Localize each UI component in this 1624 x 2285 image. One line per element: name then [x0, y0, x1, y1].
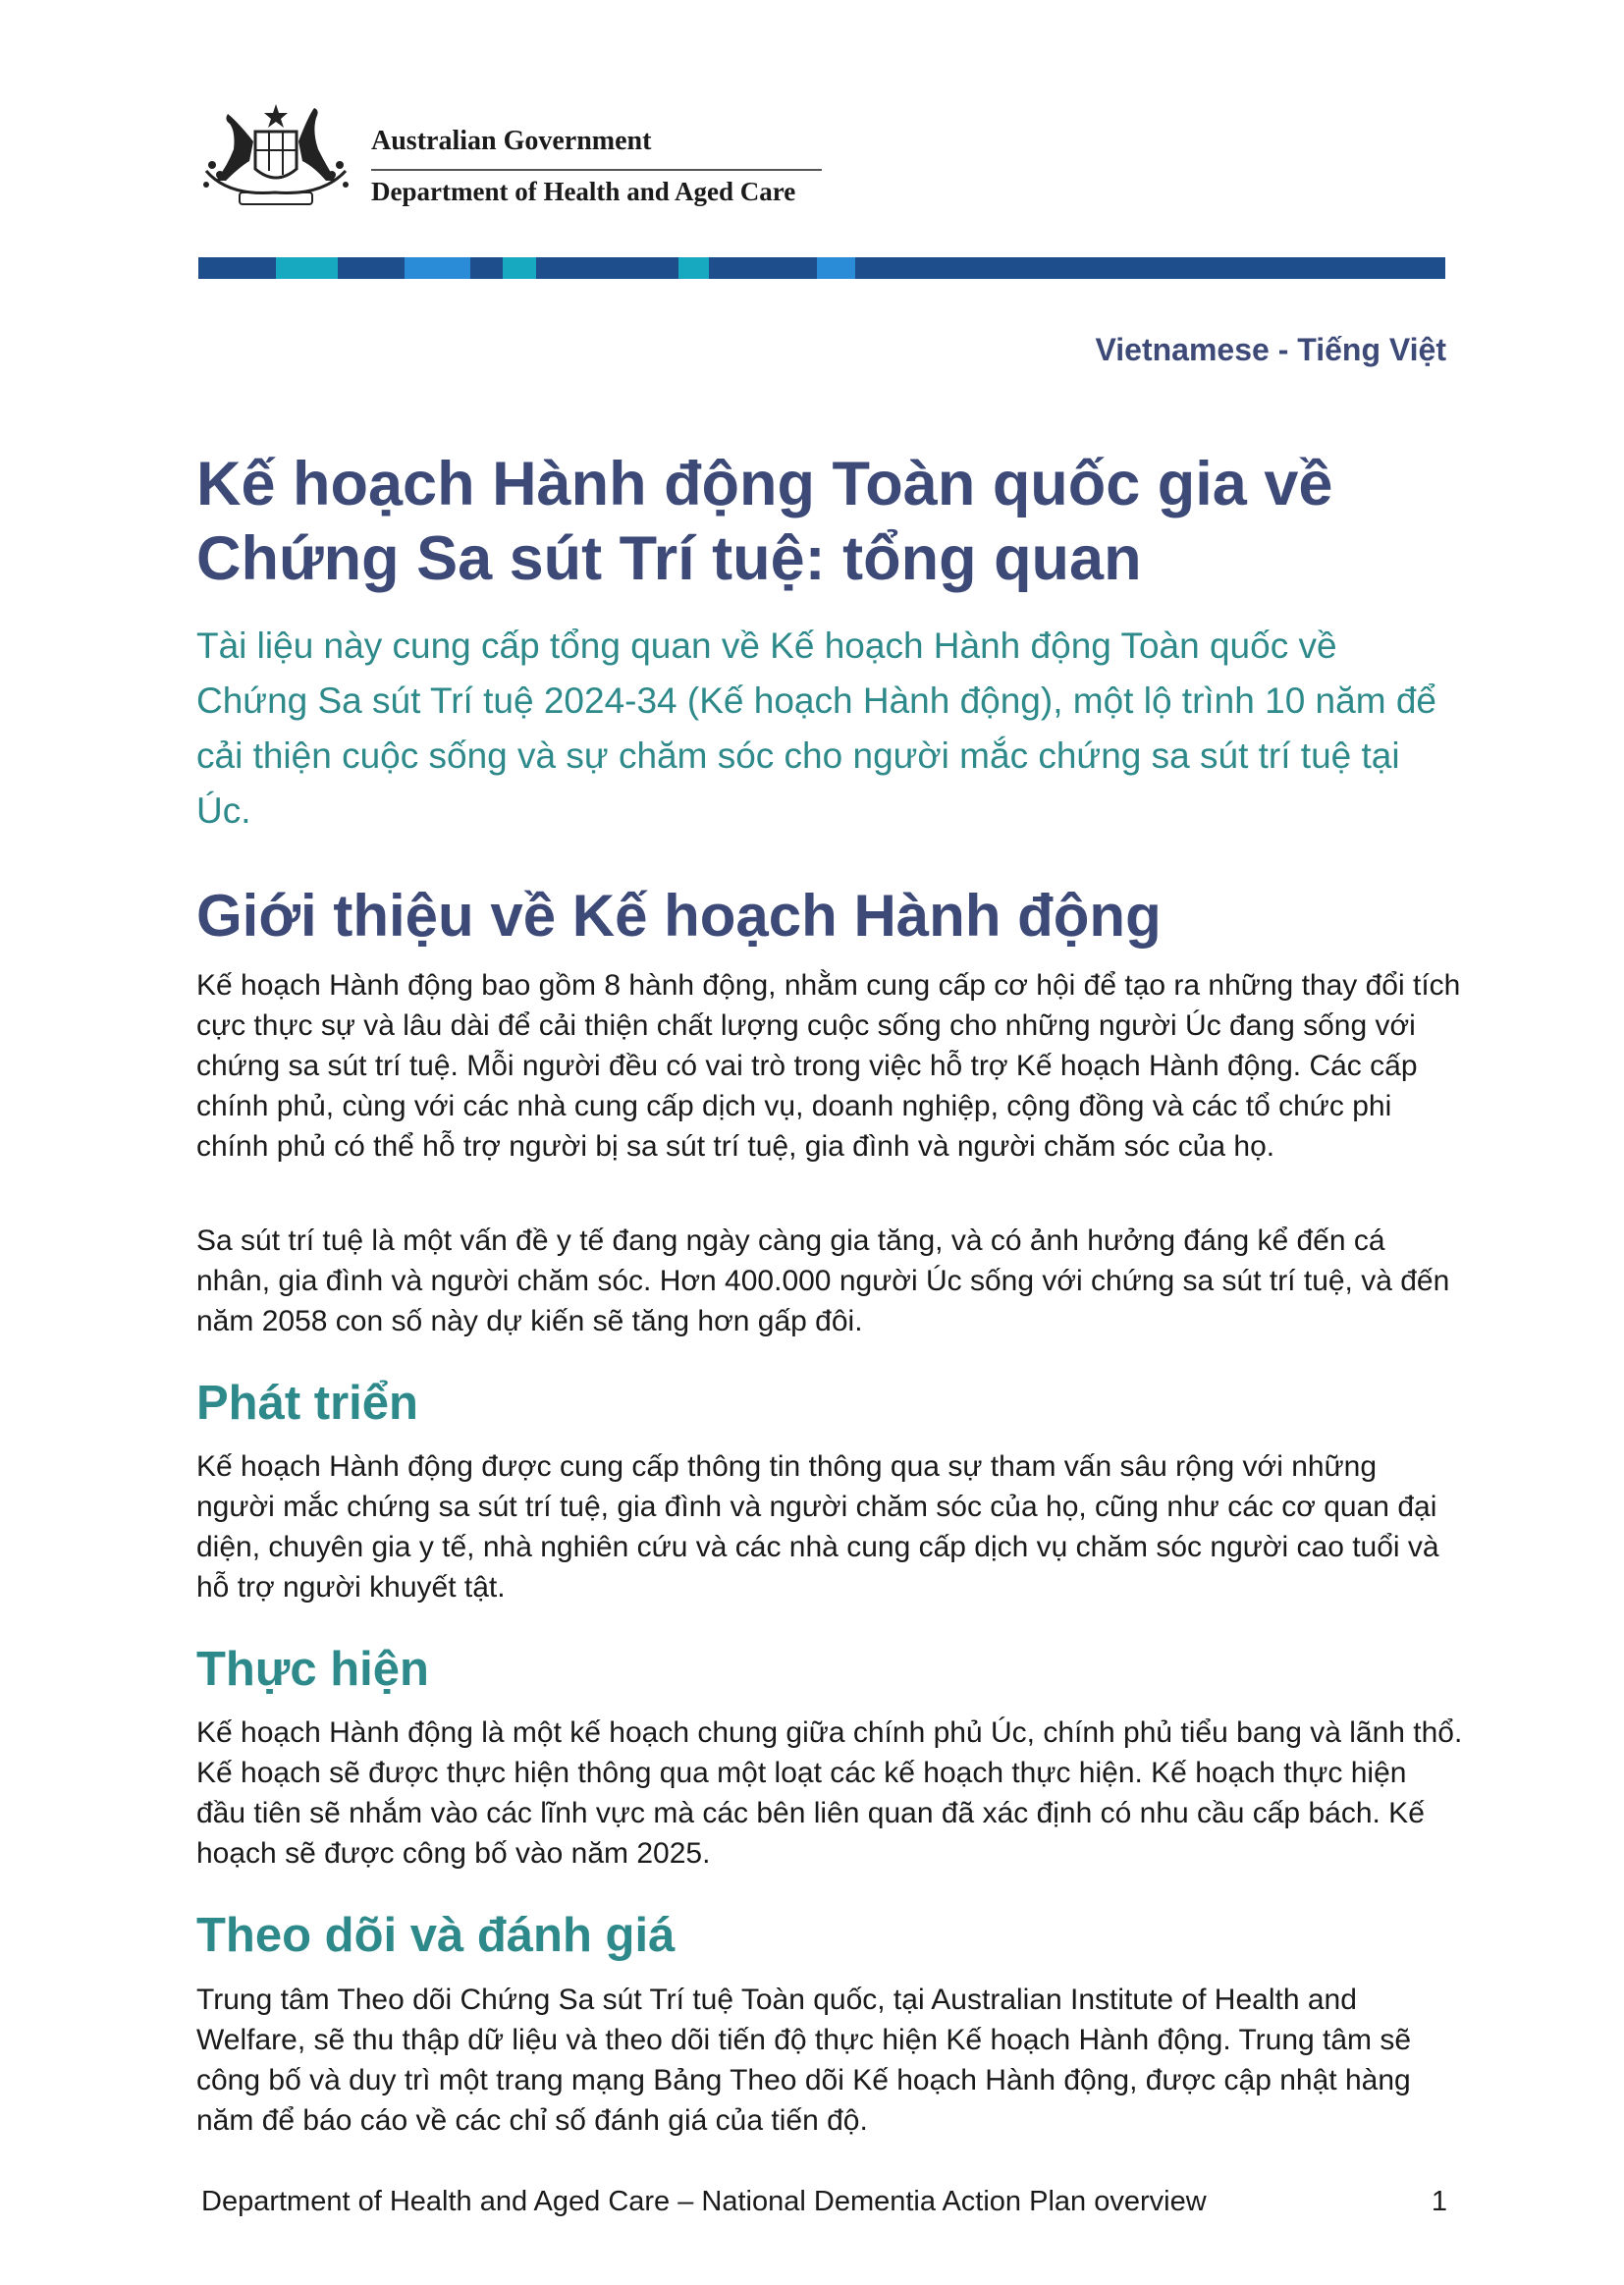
stripe-segment [855, 257, 1445, 279]
heading-implementation: Thực hiện [196, 1643, 429, 1696]
government-name: Australian Government [371, 126, 652, 156]
stripe-segment [470, 257, 503, 279]
language-label: Vietnamese - Tiếng Việt [1095, 332, 1446, 367]
header-divider [371, 169, 822, 171]
intro-summary: Tài liệu này cung cấp tổng quan về Kế hoạch Hành động Toàn quốc về Chứng Sa sút Trí tuệ 2024-34 (Kế hoạch Hành động), một lộ trình 10 năm để cải thiện cuộc sống và sự chăm sóc cho người mắc chứng sa sút trí tuệ tại Úc. [196, 626, 1436, 831]
stripe-segment [817, 257, 854, 279]
page-title [196, 447, 1453, 596]
title-line-1: Kế hoạch Hành động Toàn quốc gia về [196, 450, 1333, 518]
implementation-paragraph: Kế hoạch Hành động là một kế hoạch chung giữa chính phủ Úc, chính phủ tiểu bang và lãnh thổ. Kế hoạch sẽ được thực hiện thông qua một loạt các kế hoạch thực hiện. Kế hoạch thực hiện đầu tiên sẽ nhắm vào các lĩnh vực mà các bên liên quan đã xác định có nhu cầu cấp bách. Kế hoạch sẽ được công bố vào năm 2025. [196, 1716, 1463, 1870]
stripe-segment [503, 257, 537, 279]
about-paragraph-1: Kế hoạch Hành động bao gồm 8 hành động, nhằm cung cấp cơ hội để tạo ra những thay đổi tích cực thực sự và lâu dài để cải thiện chất lượng cuộc sống cho những người Úc đang sống với chứng sa sút trí tuệ. Mỗi người đều có vai trò trong việc hỗ trợ Kế hoạch Hành động. Các cấp chính phủ, cùng với các nhà cung cấp dịch vụ, doanh nghiệp, cộng đồng và các tổ chức phi chính phủ có thể hỗ trợ người bị sa sút trí tuệ, gia đình và người chăm sóc của họ. [196, 969, 1461, 1163]
stripe-segment [678, 257, 709, 279]
development-paragraph: Kế hoạch Hành động được cung cấp thông tin thông qua sự tham vấn sâu rộng với những người mắc chứng sa sút trí tuệ, gia đình và người chăm sóc của họ, cũng như các cơ quan đại diện, chuyên gia y tế, nhà nghiên cứu và các nhà cung cấp dịch vụ chăm sóc người cao tuổi và hỗ trợ người khuyết tật. [196, 1450, 1439, 1604]
stripe-segment [709, 257, 818, 279]
monitoring-paragraph: Trung tâm Theo dõi Chứng Sa sút Trí tuệ Toàn quốc, tại Australian Institute of Health and Welfare, sẽ thu thập dữ liệu và theo dõi tiến độ thực hiện Kế hoạch Hành động. Trung tâm sẽ công bố và duy trì một trang mạng Bảng Theo dõi Kế hoạch Hành động, được cập nhật hàng năm để báo cáo về các chỉ số đánh giá của tiến độ. [196, 1984, 1412, 2137]
stripe-segment [198, 257, 276, 279]
stripe-segment [276, 257, 339, 279]
department-name: Department of Health and Aged Care [371, 177, 796, 206]
stripe-segment [536, 257, 677, 279]
stripe-segment [338, 257, 404, 279]
stripe-segment [405, 257, 470, 279]
brand-stripe [198, 257, 1445, 279]
heading-monitoring: Theo dõi và đánh giá [196, 1909, 676, 1962]
heading-about: Giới thiệu về Kế hoạch Hành động [196, 883, 1162, 949]
title-line-2: Chứng Sa sút Trí tuệ: tổng quan [196, 524, 1142, 593]
page-number: 1 [1431, 2186, 1447, 2217]
about-paragraph-2: Sa sút trí tuệ là một vấn đề y tế đang ngày càng gia tăng, và có ảnh hưởng đáng kể đến cá nhân, gia đình và người chăm sóc. Hơn 400.000 người Úc sống với chứng sa sút trí tuệ, và đến năm 2058 con số này dự kiến sẽ tăng hơn gấp đôi. [196, 1224, 1450, 1337]
heading-development: Phát triển [196, 1377, 418, 1430]
footer-text: Department of Health and Aged Care – National Dementia Action Plan overview [201, 2186, 1207, 2217]
coat-of-arms-logo [198, 102, 353, 210]
